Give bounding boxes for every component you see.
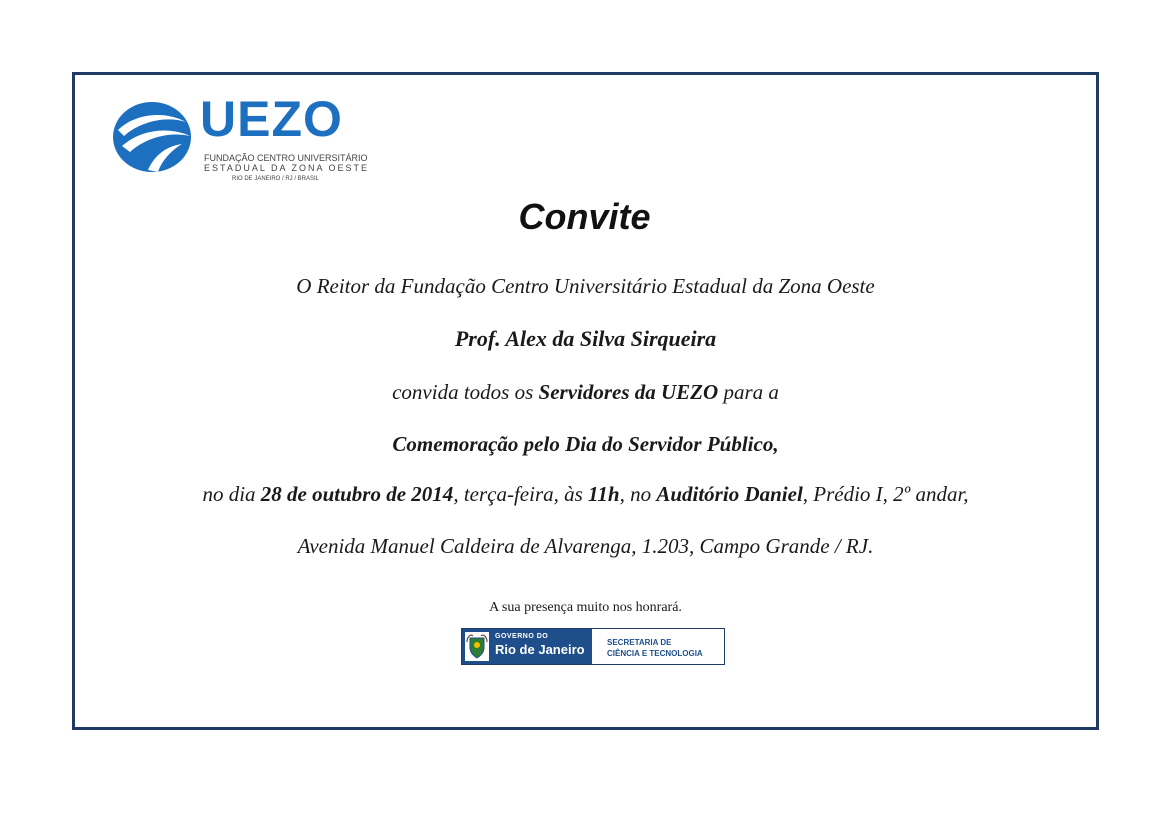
invites-text-bold: Servidores da UEZO [538,380,719,404]
invitation-line-address: Avenida Manuel Caldeira de Alvarenga, 1.203, Campo Grande / RJ. [297,534,874,558]
invitation-line-date [72,482,1099,507]
date-text-4: , Prédio I, 2º andar, [802,482,969,506]
date-text-3: , no [619,482,657,506]
uezo-swoosh-icon [112,100,194,174]
logo-wordmark: UEZO [200,91,343,147]
invitation-line-event: Comemoração pelo Dia do Servidor Público, [392,432,779,456]
invites-text-post: para a [718,380,779,404]
invitation-line-name: Prof. Alex da Silva Sirqueira [454,326,717,351]
date-text-1: no dia [202,482,261,506]
invitation-line-invites [72,380,1099,405]
invites-text-pre: convida todos os [392,380,539,404]
government-logo-left-panel [462,629,592,664]
date-bold-venue: Auditório Daniel [656,482,803,506]
logo-subtitle-2: ESTADUAL DA ZONA OESTE [204,163,370,173]
secretariat-label-2: CIÊNCIA E TECNOLOGIA [607,649,703,658]
government-label-small: GOVERNO DO [495,633,549,640]
date-bold-date: 28 de outubro de 2014 [260,482,454,506]
invitation-closing: A sua presença muito nos honrará. [489,600,682,615]
logo-subtitle-3: RIO DE JANEIRO / RJ / BRASIL [232,176,320,182]
secretariat-label-1: SECRETARIA DE [607,638,672,647]
logo-subtitle-1: FUNDAÇÃO CENTRO UNIVERSITÁRIO [204,153,368,163]
coat-of-arms-icon [465,632,489,661]
invitation-title: Convite [518,196,651,237]
date-bold-time: 11h [588,482,620,506]
uezo-logo [112,91,372,188]
date-text-2: , terça-feira, às [453,482,589,506]
government-label-big: Rio de Janeiro [495,642,585,657]
government-logo [461,628,725,665]
invitation-line-rector: O Reitor da Fundação Centro Universitário Estadual da Zona Oeste [296,274,875,298]
